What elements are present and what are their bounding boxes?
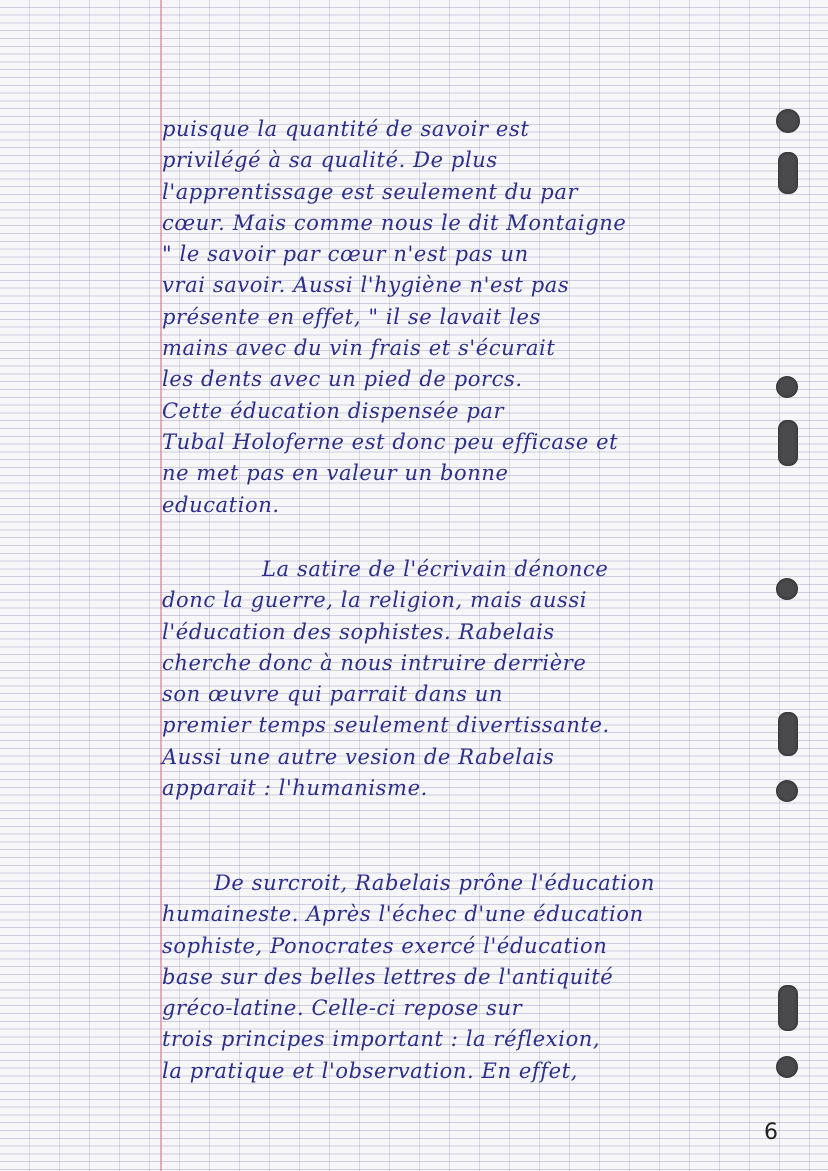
text-line: gréco-latine. Celle-ci repose sur [162,996,523,1021]
text-line: la pratique et l'observation. En effet, [162,1058,579,1083]
text-line: sophiste, Ponocrates exercé l'éducation [162,933,608,958]
text-line: vrai savoir. Aussi l'hygiène n'est pas [162,273,570,298]
text-line: trois principes important : la réflexion, [162,1027,601,1052]
text-line: présente en effet, " il se lavait les [162,304,541,329]
text-line: privilégé à sa qualité. De plus [162,148,498,173]
text-line: cœur. Mais comme nous le dit Montaigne [162,210,627,235]
text-line: son œuvre qui parrait dans un [162,682,504,707]
text-line: " le savoir par cœur n'est pas un [162,242,529,267]
text-line: base sur des belles lettres de l'antiquité [162,964,614,989]
text-line: Cette éducation dispensée par [162,398,505,423]
text-line: humaineste. Après l'échec d'une éducation [162,902,644,927]
text-line: ne met pas en valeur un bonne [162,461,509,486]
paragraph-2 [162,554,802,804]
text-line: l'apprentissage est seulement du par [162,179,579,204]
text-line: apparait : l'humanisme. [162,776,428,801]
text-line: l'éducation des sophistes. Rabelais [162,619,555,644]
text-line: La satire de l'écrivain dénonce [262,557,609,581]
text-line: De surcroit, Rabelais prône l'éducation [214,871,655,895]
text-line: donc la guerre, la religion, mais aussi [162,588,588,613]
text-line: puisque la quantité de savoir est [162,117,530,141]
paragraph-3 [162,868,802,1087]
text-line: Tubal Holoferne est donc peu efficase et [162,429,619,454]
text-line: cherche donc à nous intruire derrière [162,650,587,675]
text-line: premier temps seulement divertissante. [162,713,610,738]
text-line: mains avec du vin frais et s'écurait [162,336,556,361]
text-line: les dents avec un pied de porcs. [162,367,523,392]
text-line: Aussi une autre vesion de Rabelais [162,744,555,769]
text-line: education. [162,492,280,517]
page-number: 6 [764,1120,778,1145]
paragraph-1 [162,114,802,521]
